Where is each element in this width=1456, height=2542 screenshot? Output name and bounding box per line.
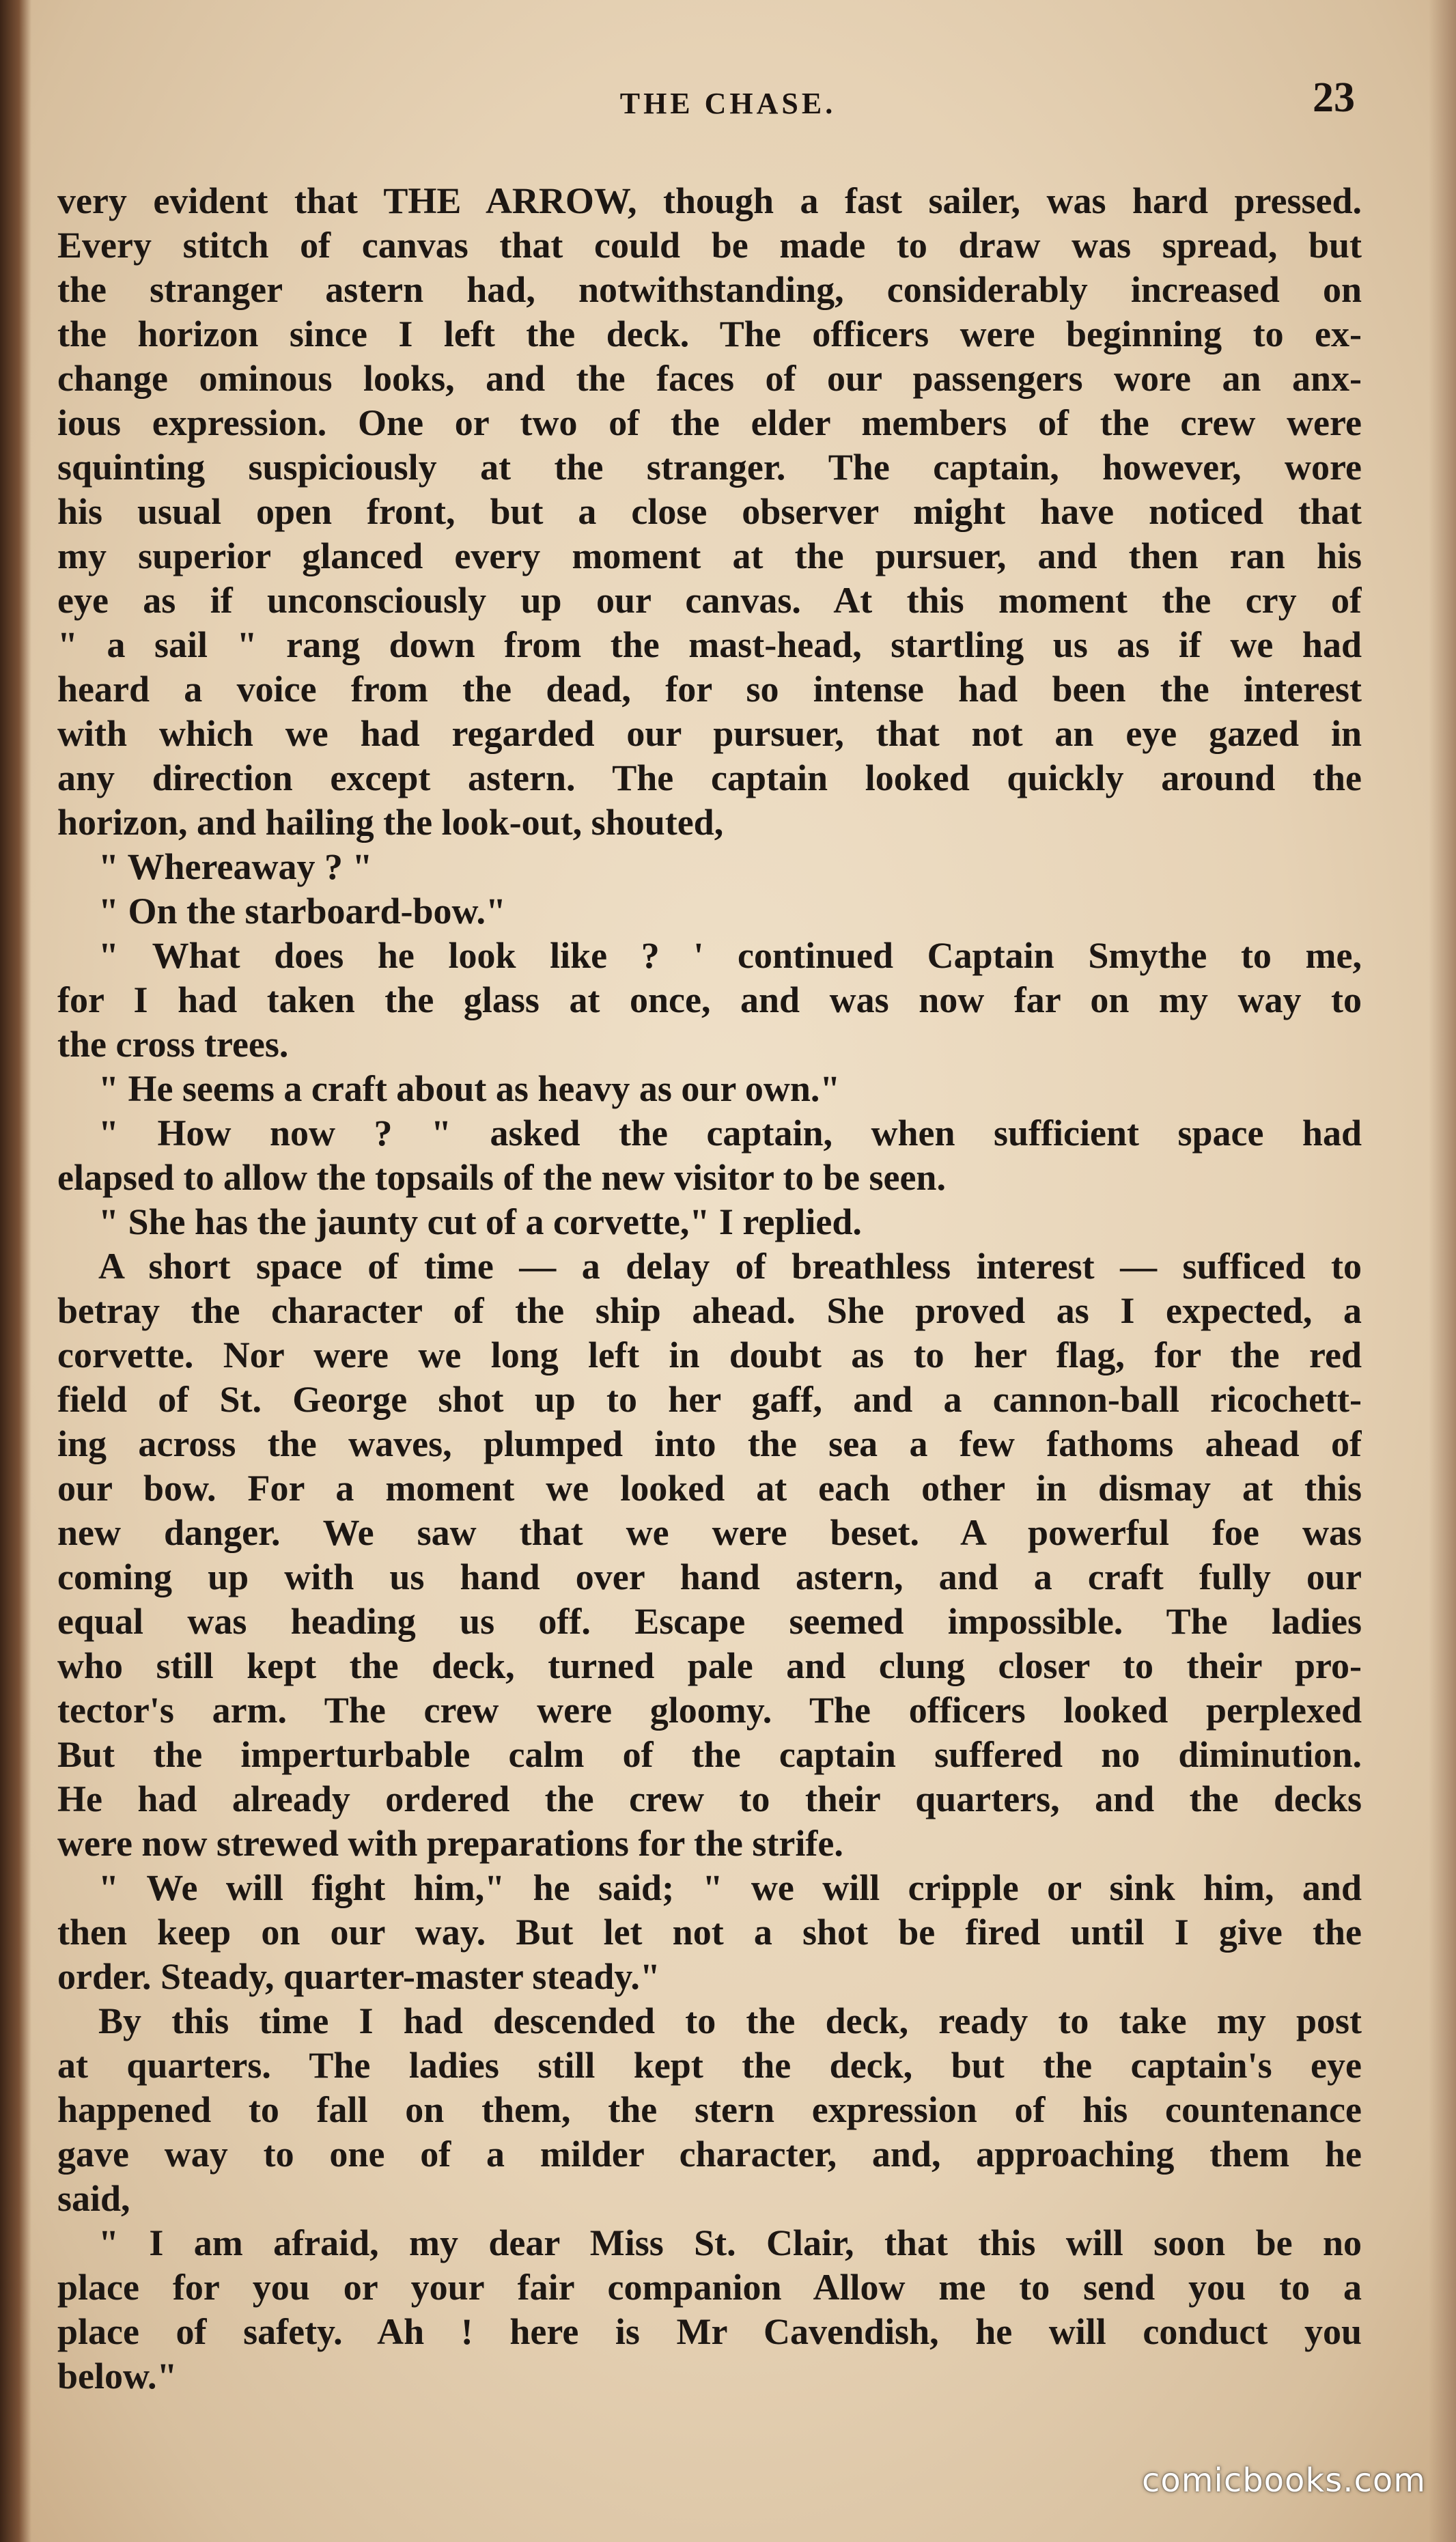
text-line: " What does he look like ? ' continued Captain Smythe to me,	[98, 935, 1362, 976]
text-line: By this time I had descended to the deck, ready to take my post	[98, 2000, 1362, 2041]
page-edge	[1429, 0, 1456, 2542]
text-line: heard a voice from the dead, for so intense had been the interest	[57, 669, 1362, 710]
text-line: place of safety. Ah ! here is Mr Cavendish, he will conduct you	[57, 2311, 1362, 2352]
text-line: Every stitch of canvas that could be made to draw was spread, but	[57, 225, 1362, 266]
text-line: the horizon since I left the deck. The officers were beginning to ex-	[57, 313, 1362, 354]
text-line: very evident that THE ARROW, though a fast sailer, was hard pressed.	[57, 180, 1362, 221]
text-line: gave way to one of a milder character, and, approaching them he	[57, 2134, 1362, 2175]
text-line: " Whereaway ? "	[98, 846, 373, 887]
text-line: " How now ? " asked the captain, when sufficient space had	[98, 1113, 1362, 1154]
text-line: new danger. We saw that we were beset. A powerful foe was	[57, 1512, 1362, 1553]
text-line: order. Steady, quarter-master steady."	[57, 1956, 660, 1997]
text-line: with which we had regarded our pursuer, that not an eye gazed in	[57, 713, 1362, 754]
text-line: his usual open front, but a close observer might have noticed that	[57, 491, 1362, 532]
text-line: equal was heading us off. Escape seemed impossible. The ladies	[57, 1601, 1362, 1642]
text-line: squinting suspiciously at the stranger. The captain, however, wore	[57, 447, 1362, 488]
text-line: the stranger astern had, notwithstanding, considerably increased on	[57, 269, 1362, 310]
text-line: A short space of time — a delay of breathless interest — sufficed to	[98, 1246, 1362, 1287]
text-line: corvette. Nor were we long left in doubt as to her flag, for the red	[57, 1335, 1362, 1375]
text-line: any direction except astern. The captain looked quickly around the	[57, 757, 1362, 798]
text-line: ing across the waves, plumped into the sea a few fathoms ahead of	[57, 1423, 1362, 1464]
text-line: " a sail " rang down from the mast-head, startling us as if we had	[57, 624, 1362, 665]
text-line: " We will fight him," he said; " we will cripple or sink him, and	[98, 1867, 1362, 1908]
text-line: elapsed to allow the topsails of the new visitor to be seen.	[57, 1157, 946, 1198]
text-line: " He seems a craft about as heavy as our own."	[98, 1068, 841, 1109]
text-line: then keep on our way. But let not a shot be fired until I give the	[57, 1912, 1362, 1953]
running-head	[0, 74, 1456, 128]
text-line: at quarters. The ladies still kept the deck, but the captain's eye	[57, 2045, 1362, 2086]
text-line: below."	[57, 2356, 178, 2397]
text-line: " I am afraid, my dear Miss St. Clair, that this will soon be no	[98, 2222, 1362, 2263]
text-line: horizon, and hailing the look-out, shouted,	[57, 802, 724, 843]
text-line: happened to fall on them, the stern expression of his countenance	[57, 2089, 1362, 2130]
text-line: betray the character of the ship ahead. She proved as I expected, a	[57, 1290, 1362, 1331]
text-line: for I had taken the glass at once, and was now far on my way to	[57, 979, 1362, 1020]
page-binding-shadow	[0, 0, 31, 2542]
text-line: eye as if unconsciously up our canvas. At this moment the cry of	[57, 580, 1362, 621]
text-line: " She has the jaunty cut of a corvette," I replied.	[98, 1201, 862, 1242]
text-line: place for you or your fair companion Allow me to send you to a	[57, 2267, 1362, 2308]
text-line: the cross trees.	[57, 1024, 289, 1065]
watermark-logo: comicbooks.com	[1141, 2461, 1426, 2500]
text-line: field of St. George shot up to her gaff, and a cannon-ball ricochett-	[57, 1379, 1362, 1420]
page-number: 23	[1313, 74, 1355, 121]
text-line: He had already ordered the crew to their quarters, and the decks	[57, 1778, 1362, 1819]
text-line: our bow. For a moment we looked at each other in dismay at this	[57, 1468, 1362, 1509]
text-line: coming up with us hand over hand astern, and a craft fully our	[57, 1556, 1362, 1597]
text-line: But the imperturbable calm of the captain suffered no diminution.	[57, 1734, 1362, 1775]
chapter-title: THE CHASE.	[619, 87, 837, 120]
text-line: my superior glanced every moment at the pursuer, and then ran his	[57, 535, 1362, 576]
text-line: said,	[57, 2178, 130, 2219]
text-line: were now strewed with preparations for the strife.	[57, 1823, 843, 1864]
text-line: who still kept the deck, turned pale and clung closer to their pro-	[57, 1645, 1362, 1686]
text-line: ious expression. One or two of the elder members of the crew were	[57, 402, 1362, 443]
body-text	[57, 179, 1362, 2399]
text-line: tector's arm. The crew were gloomy. The officers looked perplexed	[57, 1690, 1362, 1731]
text-line: change ominous looks, and the faces of our passengers wore an anx-	[57, 358, 1362, 399]
text-line: " On the starboard-bow."	[98, 891, 507, 932]
